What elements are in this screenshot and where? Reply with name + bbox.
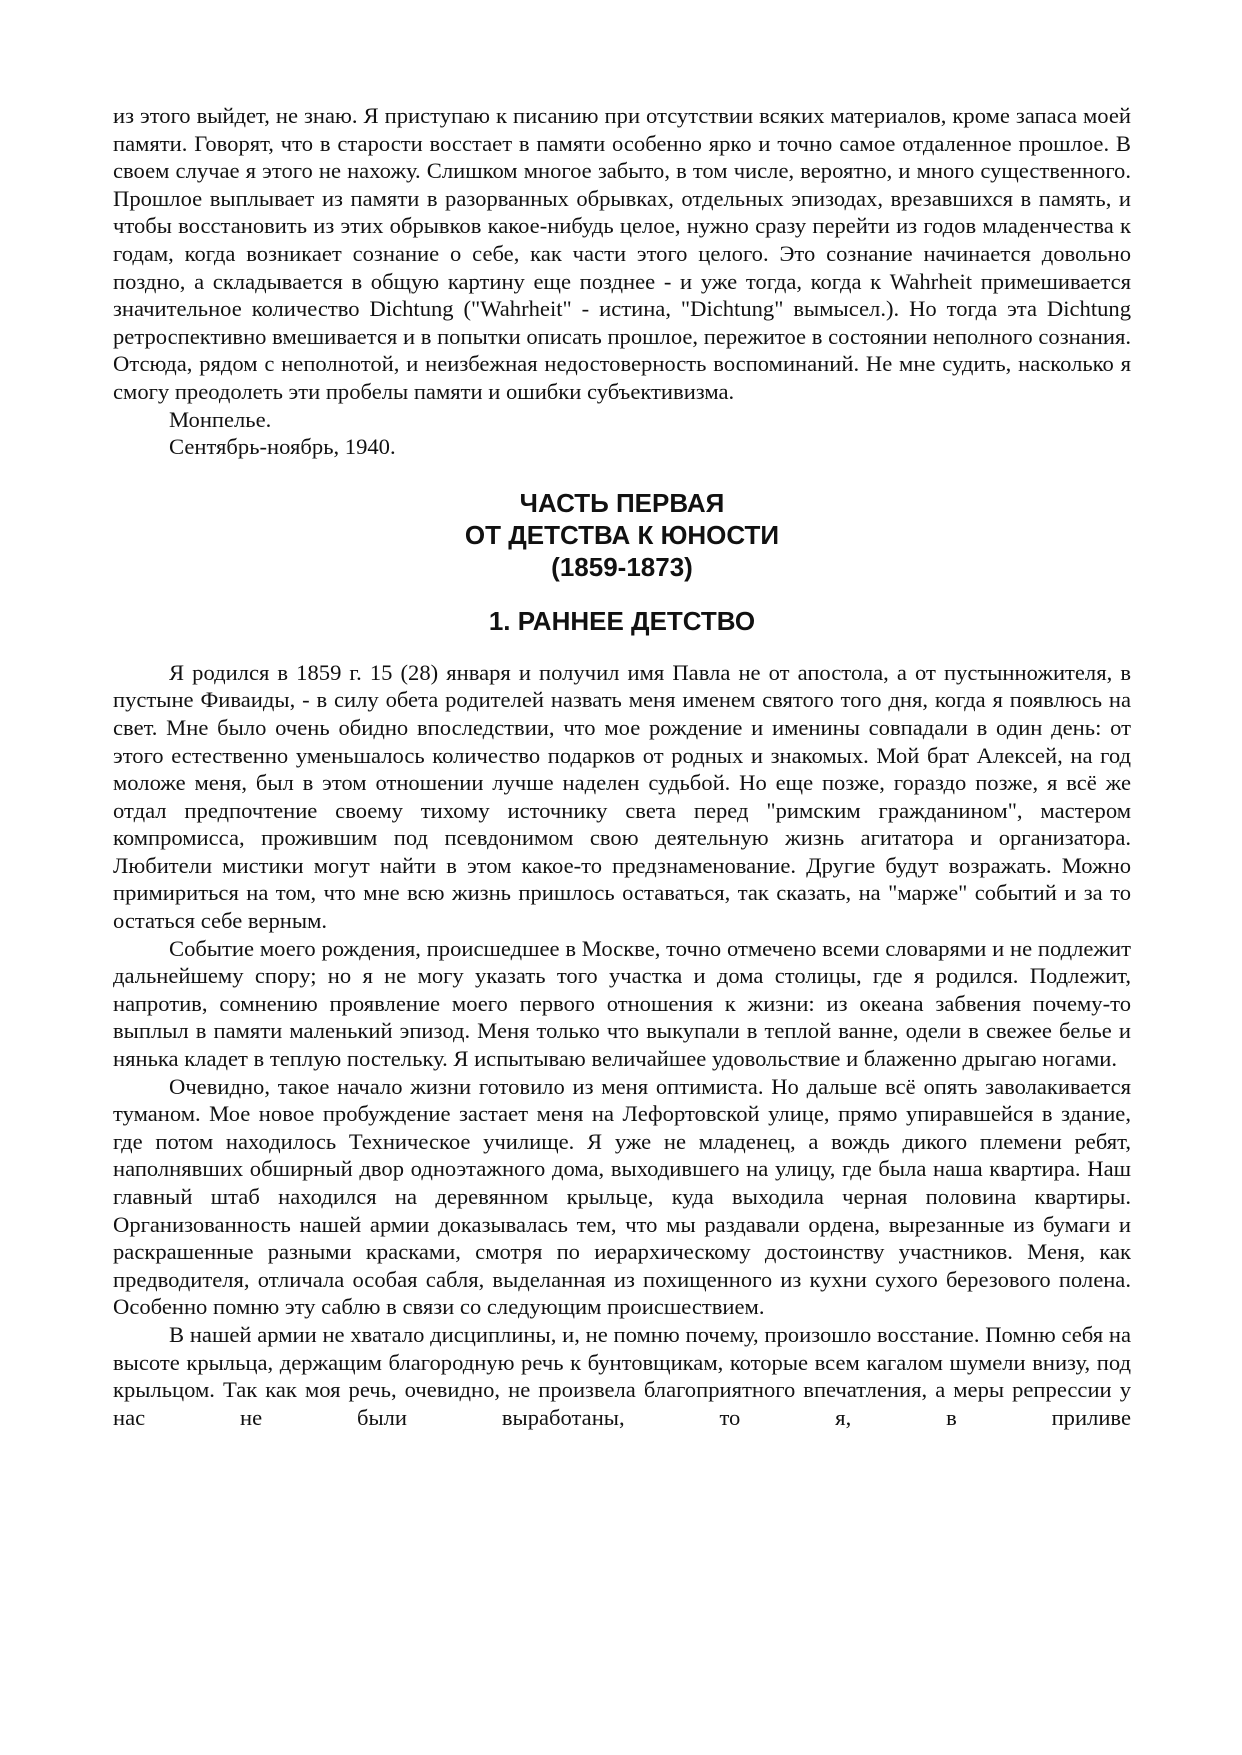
chapter-paragraph: Очевидно, такое начало жизни готовило из меня оптимиста. Но дальше всё опять заволакивается туманом. Мое новое пробуждение застает меня на Лефортовской улице, прямо упиравшейся в здание, где потом находилось Техническое училище. Я уже не младенец, а вождь дикого племени ребят, наполнявших обширный двор одноэтажного дома, выходившего на улицу, где была наша квартира. Наш главный штаб находился на деревянном крыльце, куда выходила черная половина квартиры. Организованность нашей армии доказывалась тем, что мы раздавали ордена, вырезанные из бумаги и раскрашенные разными красками, смотря по иерархическому достоинству участников. Меня, как предводителя, отличала особая сабля, выделанная из похищенного из кухни сухого березового полена. Особенно помню эту саблю в связи со следующим происшествием. <box>113 1073 1131 1320</box>
chapter-paragraph: Я родился в 1859 г. 15 (28) января и получил имя Павла не от апостола, а от пустынножителя, в пустыне Фиваиды, - в силу обета родителей назвать меня именем святого того дня, когда я появлюсь на свет. Мне было очень обидно впоследствии, что мое рождение и именины совпадали в один день: от этого естественно уменьшалось количество подарков от родных и знакомых. Мой брат Алексей, на год моложе меня, был в этом отношении лучше наделен судьбой. Но еще позже, гораздо позже, я всё же отдал предпочтение своему тихому источнику света перед "римским гражданином", мастером компромисса, прожившим под псевдонимом свою деятельную жизнь агитатора и организатора. Любители мистики могут найти в этом какое-то предзнаменование. Другие будут возражать. Можно примириться на том, что мне всю жизнь пришлось оставаться, так сказать, на "марже" событий и за то остаться себе верным. <box>113 659 1131 934</box>
date-line: Сентябрь-ноябрь, 1940. <box>169 434 396 460</box>
intro-paragraph: из этого выйдет, не знаю. Я приступаю к писанию при отсутствии всяких материалов, кроме запаса моей памяти. Говорят, что в старости восстает в памяти особенно ярко и точно самое отдаленное прошлое. В своем случае я этого не нахожу. Слишком многое забыто, в том числе, вероятно, и много существенного. Прошлое выплывает из памяти в разорванных обрывках, отдельных эпизодах, врезавшихся в память, и чтобы восстановить из этих обрывков какое-нибудь целое, нужно сразу перейти из годов младенчества к годам, когда возникает сознание о себе, как части этого целого. Это сознание начинается довольно поздно, а складывается в общую картину еще позднее - и уже тогда, когда к Wahrheit примешивается значительное количество Dichtung ("Wahrheit" - истина, "Dichtung" вымысел.). Но тогда эта Dichtung ретроспективно вмешивается и в попытки описать прошлое, пережитое в состоянии неполного сознания. Отсюда, рядом с неполнотой, и неизбежная недостоверность воспоминаний. Не мне судить, насколько я смогу преодолеть эти пробелы памяти и ошибки субъективизма. <box>113 103 1131 404</box>
place-line: Монпелье. <box>169 406 272 432</box>
part-heading <box>113 487 1131 583</box>
part-subtitle: ОТ ДЕТСТВА К ЮНОСТИ <box>464 519 780 550</box>
chapter-paragraph: В нашей армии не хватало дисциплины, и, не помню почему, произошло восстание. Помню себя на высоте крыльца, держащим благородную речь к бунтовщикам, которые всем кагалом шумели внизу, под крыльцом. Так как моя речь, очевидно, не произвела благоприятного впечатления, а меры репрессии у нас не были выработаны, то я, в приливе <box>113 1321 1131 1430</box>
chapter-title: 1. РАННЕЕ ДЕТСТВО <box>488 605 756 636</box>
part-years: (1859-1873) <box>551 551 693 582</box>
chapter-paragraph: Событие моего рождения, происшедшее в Москве, точно отмечено всеми словарями и не подлежит дальнейшему спору; но я не могу указать того участка и дома столицы, где я родился. Подлежит, напротив, сомнению проявление моего первого отношения к жизни: из океана забвения почему-то выплыл в памяти маленький эпизод. Меня только что выкупали в теплой ванне, одели в свежее белье и нянька кладет в теплую постельку. Я испытываю величайшее удовольствие и блаженно дрыгаю ногами. <box>113 935 1131 1072</box>
document-page <box>113 102 1131 1431</box>
part-title: ЧАСТЬ ПЕРВАЯ <box>519 487 725 518</box>
